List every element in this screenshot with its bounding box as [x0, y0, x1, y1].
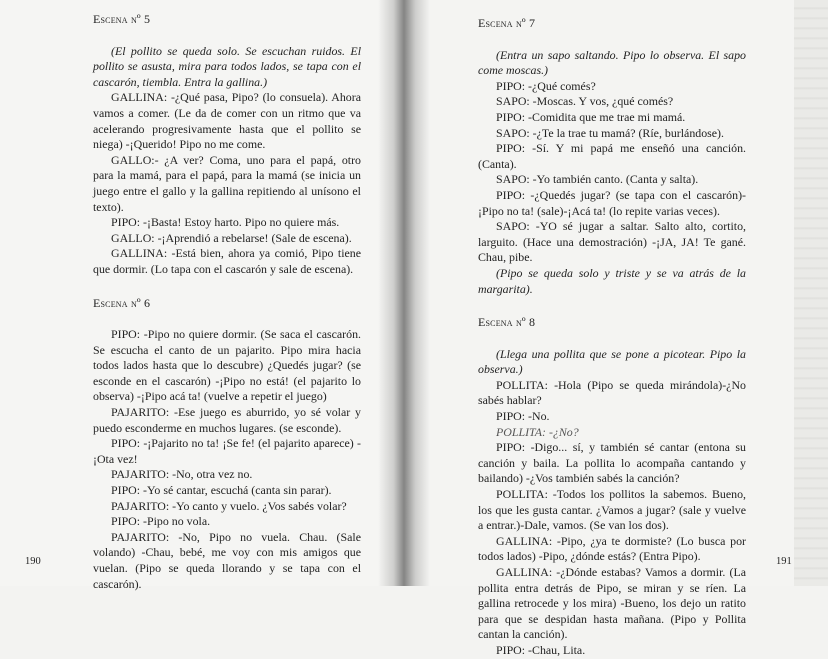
- scene-5-line: (El pollito se queda solo. Se escuchan ruidos. El pollito se asusta, mira para todos lados, se tapa con el cascarón, tiembla. Entra la gallina.): [93, 43, 361, 89]
- left-page: [0, 0, 414, 591]
- scene-7-line: PIPO: -Sí. Y mi papá me enseñó una canción. (Canta).: [478, 141, 746, 171]
- scene-6-title: Escena nº 6: [93, 295, 151, 310]
- scene-7-title: Escena nº 7: [478, 16, 536, 30]
- scene-7-line: SAPO: -Yo también canto. (Canta y salta).: [496, 172, 699, 187]
- scene-8-line: POLLITA: -¿No?: [496, 424, 579, 439]
- page-edge-stack: [794, 0, 828, 586]
- scene-5-line: GALLINA: -¿Qué pasa, Pipo? (lo consuela). Ahora vamos a comer. (Le da de comer con un ritmo que va acelerando progresivamente hasta que el pollito se niega) -¡Querido! Pipo no me come.: [93, 90, 361, 152]
- scene-6-line: PAJARITO: -No, Pipo no vuela. Chau. (Sale volando) -Chau, bebé, me voy con mis amigos que vuelan. (Pipo se queda llorando y se tapa con el cascarón).: [93, 529, 361, 591]
- scene-5-line: GALLO: -¡Aprendió a rebelarse! (Sale de escena).: [111, 230, 352, 245]
- scene-8-line: PIPO: -Chau, Lita.: [496, 642, 586, 657]
- scene-7-line: (Pipo se queda solo y triste y se va atrás de la margarita).: [478, 265, 746, 296]
- scene-6-line: PIPO: -¡Pajarito no ta! ¡Se fe! (el pajarito aparece) -¡Ota vez!: [93, 436, 361, 466]
- scene-7-line: SAPO: -¿Te la trae tu mamá? (Ríe, burlándose).: [496, 125, 724, 140]
- scene-7-line: PIPO: -¿Qué comés?: [496, 78, 596, 93]
- scene-8-line: (Llega una pollita que se pone a picotear. Pipo la observa.): [478, 346, 746, 377]
- scene-8-line: PIPO: -Digo... sí, y también sé cantar (entona su canción y baila. La pollita lo acompaña cantando y bailando) -¿Vos también sabés la canción?: [478, 440, 746, 486]
- scene-5-line: GALLINA: -Está bien, ahora ya comió, Pipo tiene que dormir. (Lo tapa con el cascarón y sale de escena).: [93, 246, 361, 276]
- scene-6-line: PIPO: -Pipo no quiere dormir. (Se saca el cascarón. Se escucha el canto de un pajarito. Pipo mira hacia todos lados hasta que lo descubre) ¿Quedés jugar? (se esconde en el cascarón) -¡Pipo no está! (el pajarito lo observa) -¡Pipo acá ta! (vuelve a repetir el juego): [93, 327, 361, 404]
- scene-8-title: Escena nº 8: [478, 315, 536, 330]
- scene-6-line: PAJARITO: -No, otra vez no.: [111, 467, 253, 482]
- scene-7-line: SAPO: -YO sé jugar a saltar. Salto alto, cortito, larguito. (Hace una demostración) -¡JA, JA! Te gané. Chau, pibe.: [478, 219, 746, 265]
- scene-8-line: PIPO: -No.: [496, 409, 550, 424]
- scene-8-line: GALLINA: -¿Dónde estabas? Vamos a dormir. (La pollita entra detrás de Pipo, se miran y se ríen. La gallina retrocede y los mira) -Bueno, los dejo un ratito para que se despidan hasta mañana. (Pipo y Pollita cantan la canción).: [478, 565, 746, 642]
- scene-7-line: PIPO: -Comidita que me trae mi mamá.: [496, 109, 686, 124]
- scene-6-line: PAJARITO: -Ese juego es aburrido, yo sé volar y puedo esconderme en muchos lugares. (se esconde).: [93, 405, 361, 435]
- book-gutter-shadow: [378, 0, 430, 586]
- scene-6-line: PAJARITO: -Yo canto y vuelo. ¿Vos sabés volar?: [111, 498, 347, 513]
- right-text-block: [478, 16, 746, 659]
- page-number-right: 191: [776, 556, 792, 567]
- scene-8-line: GALLINA: -Pipo, ¿ya te dormiste? (Lo busca por todos lados) -Pipo, ¿dónde estás? (Entra Pipo).: [478, 533, 746, 564]
- left-text-block: [93, 12, 361, 592]
- scene-6-line: PIPO: -Yo sé cantar, escuchá (canta sin parar).: [111, 483, 332, 498]
- scene-7-line: SAPO: -Moscas. Y vos, ¿qué comés?: [496, 94, 674, 109]
- scene-7-line: PIPO: -¿Quedés jugar? (se tapa con el cascarón)-¡Pipo no ta! (sale)-¡Acá ta! (lo repite varias veces).: [478, 187, 746, 218]
- scene-8-line: POLLITA: -Hola (Pipo se queda mirándola)-¿No sabés hablar?: [478, 377, 746, 408]
- scene-5-line: GALLO:- ¿A ver? Coma, uno para el papá, otro para la mamá, para el papá, para la mamá (se inicia un juego entre el gallo y la gallina repitiendo al unísono el texto).: [93, 152, 361, 214]
- page-number-left: 190: [25, 556, 41, 567]
- scene-5-line: PIPO: -¡Basta! Estoy harto. Pipo no quiere más.: [111, 215, 340, 230]
- scene-7-line: (Entra un sapo saltando. Pipo lo observa. El sapo come moscas.): [478, 47, 746, 78]
- scene-5-title: Escena nº 5: [93, 12, 151, 26]
- scene-6-line: PIPO: -Pipo no vola.: [111, 514, 211, 529]
- scene-8-line: POLLITA: -Todos los pollitos la sabemos. Bueno, los que les gusta cantar. ¿Vamos a jugar? (sale y vuelve a entrar.)-Dale, vamos. (Se van los dos).: [478, 487, 746, 533]
- right-page: [414, 0, 828, 657]
